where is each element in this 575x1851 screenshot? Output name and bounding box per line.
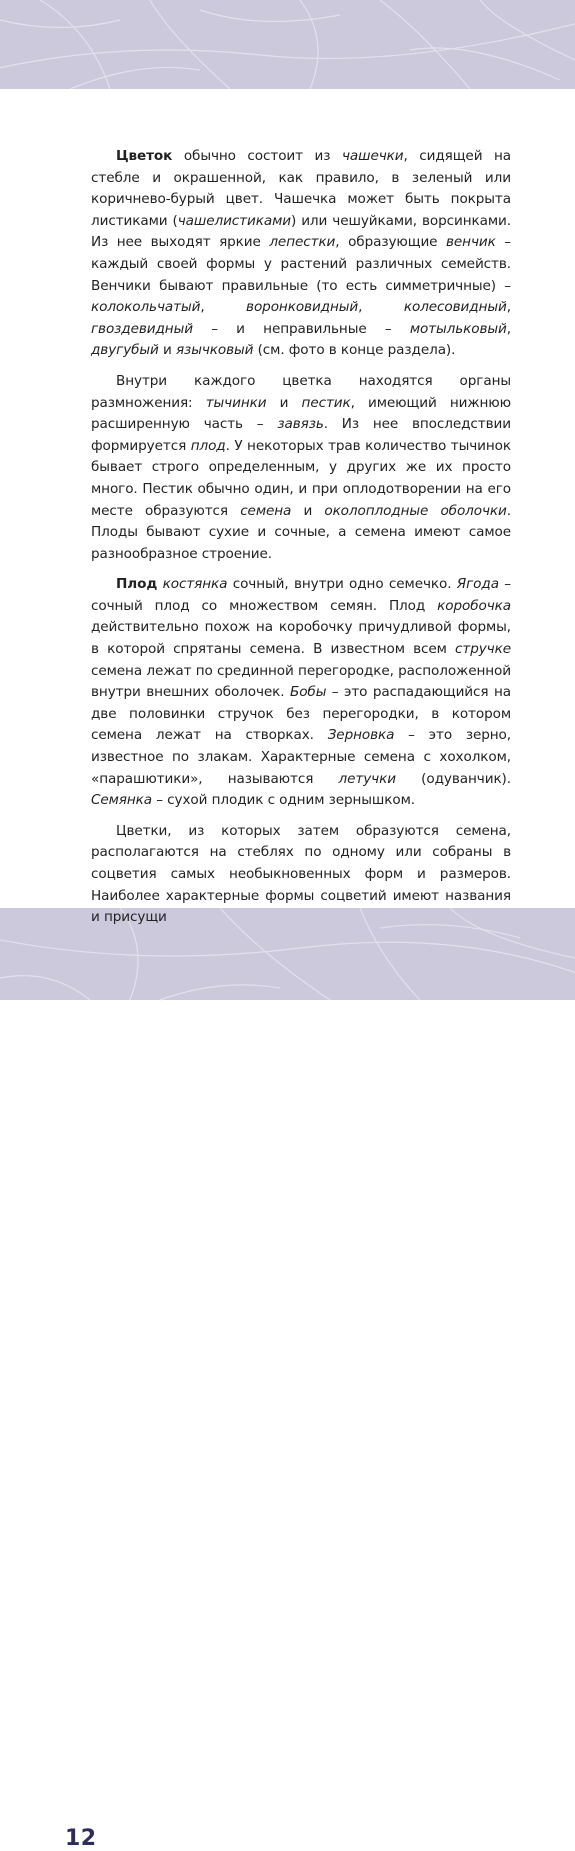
- paragraph-reproductive-organs: Внутри каждого цветка находятся органы размножения: тычинки и пестик, имеющий нижнюю расширенную часть – завязь. Из нее впоследствии формируется плод. У некоторых трав количество тычинок бывает строго определенным, у других же их просто много. Пестик обычно один, и при оплодотворении на его месте образуются семена и околоплодные оболочки. Плоды бывают сухие и сочные, а семена имеют самое разнообразное строение.: [91, 372, 511, 562]
- header-decor-band: [0, 0, 575, 89]
- paragraph-flower-structure: Цветок обычно состоит из чашечки, сидящей на стебле и окрашенной, как правило, в зеленый или коричнево-бурый цвет. Чашечка может быть покрыта листиками (чашелистиками) или чешуйками, ворсинками. Из нее выходят яркие лепестки, образующие венчик – каждый своей формы у растений различных семейств. Венчики бывают правильные (то есть симметричные) – колокольчатый, воронковидный, колесовидный, гвоздевидный – и неправильные – мотыльковый, двугубый и язычковый (см. фото в конце раздела).: [91, 148, 511, 359]
- page-number: 12: [65, 1826, 97, 1851]
- paragraph-inflorescences: Цветки, из которых затем образуются семена, располагаются на стеблях по одному или собраны в соцветия самых необыкновенных форм и размеров. Наиболее характерные формы соцветий имеют названия и присущи: [91, 822, 511, 926]
- text-body: [91, 146, 511, 938]
- paragraph-fruit-types: Плод костянка сочный, внутри одно семечко. Ягода – сочный плод со множеством семян. Плод коробочка действительно похож на коробочку причудливой формы, в которой спрятаны семена. В известном всем стручке семена лежат по срединной перегородке, расположенной внутри внешних оболочек. Бобы – это распадающийся на две половинки стручок без перегородки, в котором семена лежат на створках. Зерновка – это зерно, известное по злакам. Характерные семена с хохолком, «парашютики», называются летучки (одуванчик). Семянка – сухой плодик с одним зернышком.: [91, 576, 511, 809]
- leaf-texture-top: [0, 0, 575, 89]
